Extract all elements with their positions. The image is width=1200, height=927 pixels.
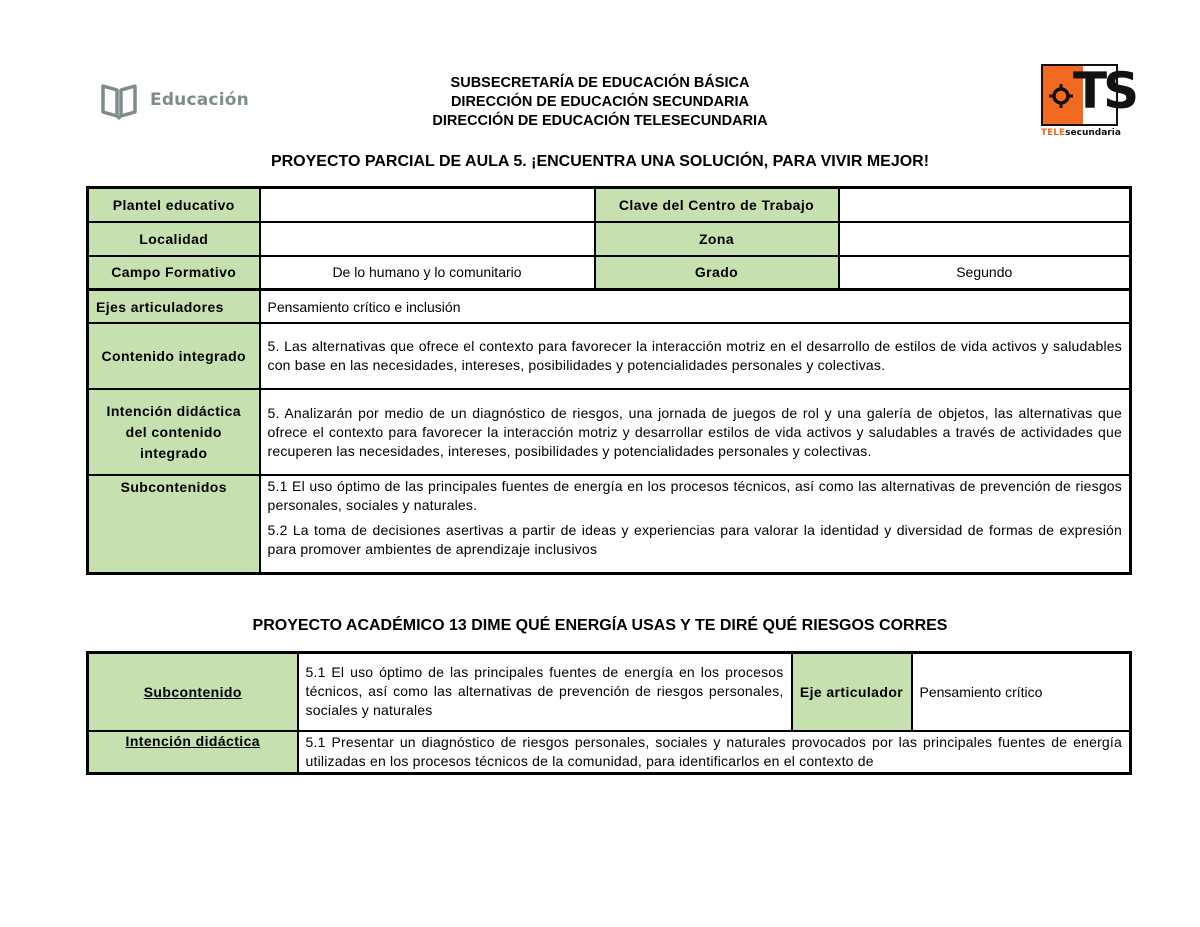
header-line-1: SUBSECRETARÍA DE EDUCACIÓN BÁSICA	[450, 75, 750, 91]
subcontenido-label: Subcontenido	[88, 653, 298, 731]
clave-value	[839, 188, 1131, 222]
intencion-label: Intención didáctica del contenido integrado	[88, 389, 260, 475]
table-row	[88, 222, 1131, 256]
ts-logo-caption: TELEsecundaria	[1041, 128, 1121, 138]
subcontenido-2: 5.2 La toma de decisiones asertivas a partir de ideas y experiencias para valorar la identidad y diversidad de formas de expresión para promover ambientes de aprendizaje inclusivos	[267, 522, 1122, 557]
intencion-value: 5. Analizarán por medio de un diagnóstico de riesgos, una jornada de juegos de rol y una galería de objetos, las alternativas que ofrece el contexto para favorecer la interacción motriz y desarrollar estilos de vida activos y saludables a través de actividades que recuperen las necesidades, intereses, posibilidades y potencialidades personales y colectivas.	[260, 389, 1131, 475]
campo-formativo-value: De lo humano y lo comunitario	[260, 256, 595, 290]
table-row	[88, 323, 1131, 389]
intencion-didactica-label: Intención didáctica	[88, 731, 298, 774]
subcontenido-value: 5.1 El uso óptimo de las principales fuentes de energía en los procesos técnicos, así como las alternativas de prevención de riesgos personales, sociales y naturales	[298, 653, 792, 731]
intencion-didactica-value: 5.1 Presentar un diagnóstico de riesgos personales, sociales y naturales provocados por las principales fuentes de energía utilizadas en los procesos técnicos de la comunidad, para identificarlos en el contexto de	[298, 731, 1131, 774]
grado-value: Segundo	[839, 256, 1131, 290]
header-line-3: DIRECCIÓN DE EDUCACIÓN TELESECUNDARIA	[432, 113, 768, 129]
gear-icon	[1049, 84, 1073, 108]
subcontenidos-label: Subcontenidos	[88, 475, 260, 573]
campo-formativo-label: Campo Formativo	[88, 256, 260, 290]
zona-value	[839, 222, 1131, 256]
subcontenidos-value	[260, 475, 1131, 573]
telesecundaria-logo	[1041, 62, 1136, 138]
educacion-logo-text: Educación	[150, 90, 249, 110]
table-row	[88, 256, 1131, 290]
eje-articulador-value: Pensamiento crítico	[912, 653, 1131, 731]
header-line-2: DIRECCIÓN DE EDUCACIÓN SECUNDARIA	[450, 94, 750, 110]
document-header	[0, 74, 1200, 131]
table-row	[88, 731, 1131, 774]
table-row	[88, 389, 1131, 475]
contenido-label: Contenido integrado	[88, 323, 260, 389]
localidad-label: Localidad	[88, 222, 260, 256]
subcontenido-1: 5.1 El uso óptimo de las principales fuentes de energía en los procesos técnicos, así como las alternativas de prevención de riesgos personales, sociales y naturales.	[267, 478, 1122, 513]
ejes-label: Ejes articuladores	[88, 290, 260, 323]
project-1-title: PROYECTO PARCIAL DE AULA 5. ¡ENCUENTRA UNA SOLUCIÓN, PARA VIVIR MEJOR!	[270, 153, 930, 170]
table-row	[88, 653, 1131, 731]
plantel-label: Plantel educativo	[88, 188, 260, 222]
clave-label: Clave del Centro de Trabajo	[595, 188, 839, 222]
grado-label: Grado	[595, 256, 839, 290]
contenido-value: 5. Las alternativas que ofrece el contexto para favorecer la interacción motriz en el desarrollo de estilos de vida activos y saludables con base en las necesidades, intereses, posibilidades y potencialidades personales y colectivas.	[260, 323, 1131, 389]
eje-articulador-label: Eje articulador	[792, 653, 912, 731]
table-row	[88, 188, 1131, 222]
plantel-value	[260, 188, 595, 222]
ts-logo-letters: TS	[1073, 62, 1136, 120]
table-row	[88, 290, 1131, 323]
project-2-table	[86, 651, 1132, 775]
project-2-title: PROYECTO ACADÉMICO 13 DIME QUÉ ENERGÍA USAS Y TE DIRÉ QUÉ RIESGOS CORRES	[252, 617, 948, 634]
ts-logo-box	[1041, 62, 1136, 126]
table-row	[88, 475, 1131, 573]
project-1-info-table	[86, 186, 1132, 291]
project-1-detail-table	[86, 289, 1132, 575]
ejes-value: Pensamiento crítico e inclusión	[260, 290, 1131, 323]
zona-label: Zona	[595, 222, 839, 256]
localidad-value	[260, 222, 595, 256]
